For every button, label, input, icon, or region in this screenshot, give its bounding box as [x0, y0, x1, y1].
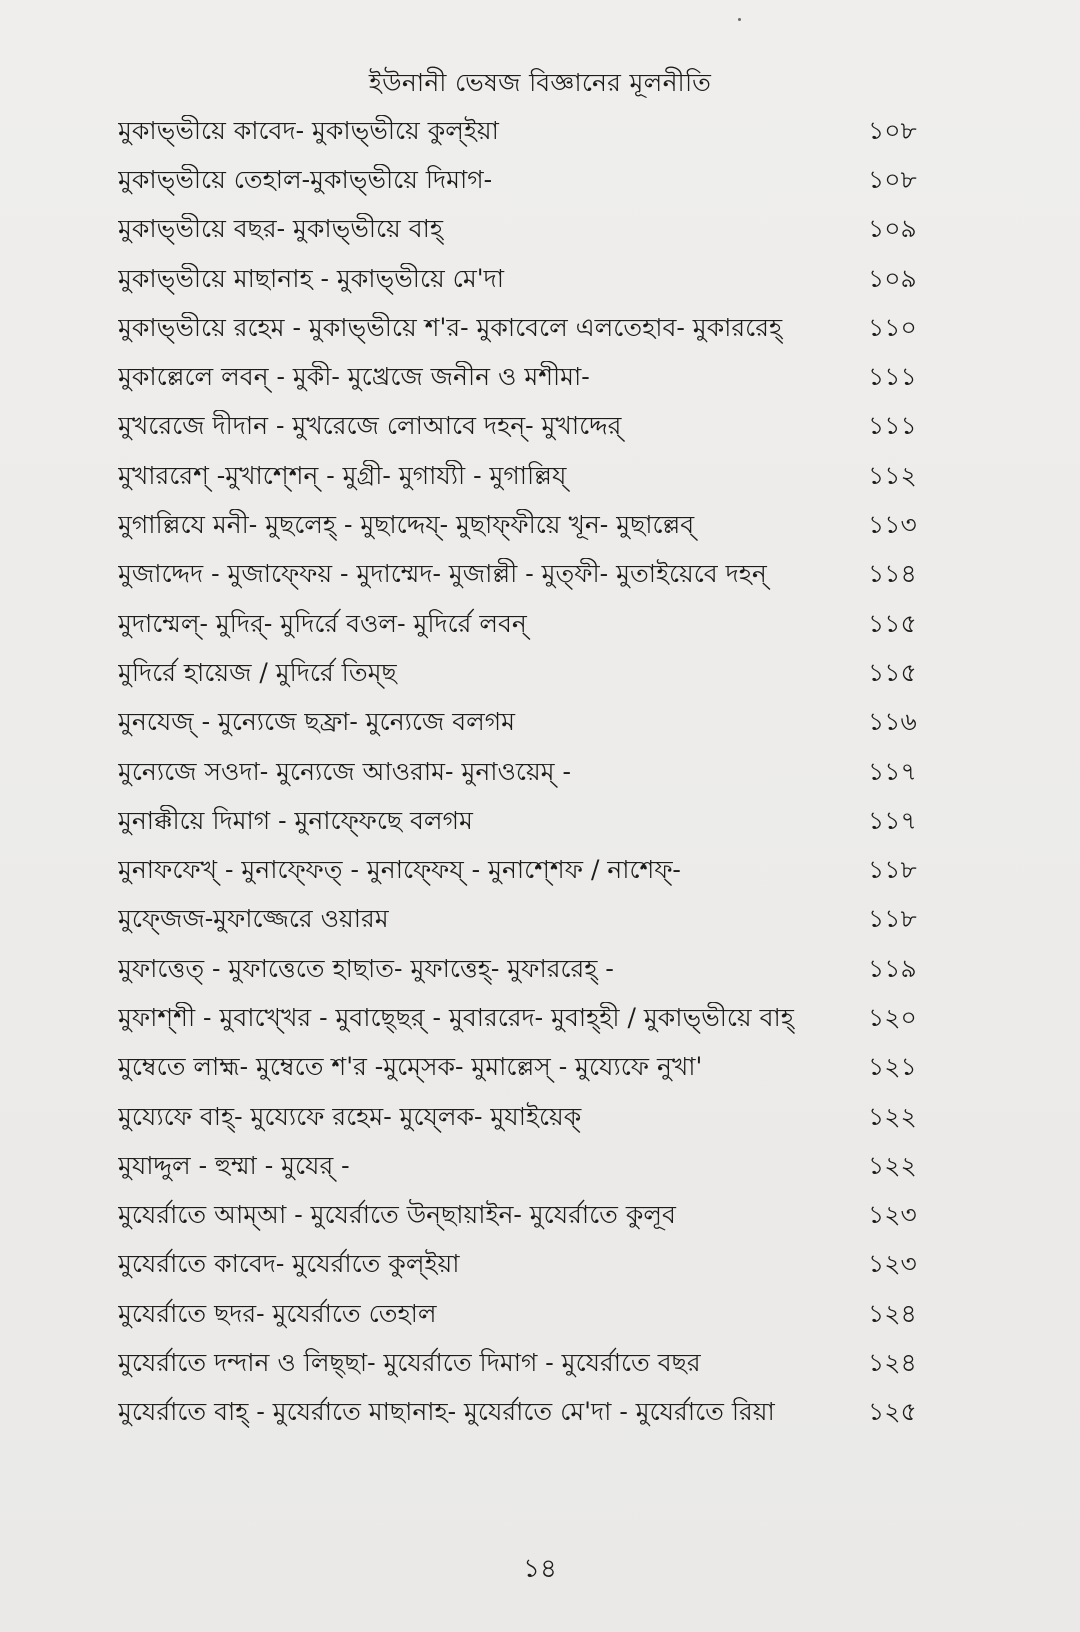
toc-entry — [118, 352, 958, 401]
toc-entry — [118, 895, 958, 944]
toc-entry-page: ১২৫ — [868, 1397, 917, 1427]
toc-entry-title: মুকাভ্ভীয়ে কাবেদ- মুকাভ্ভীয়ে কুল্ইয়া — [118, 115, 499, 145]
running-header: ইউনানী ভেষজ বিজ্ঞানের মূলনীতি — [368, 68, 712, 97]
toc-entry-page: ১১৬ — [868, 707, 917, 737]
toc-entry — [118, 1141, 958, 1190]
toc-entry-title: মুফাত্তেত্ - মুফাত্তেতে হাছাত- মুফাত্তেহ্- মুফাররেহ্ - — [118, 953, 614, 983]
toc-entry-title: মুফ্জেজ-মুফাজ্জেরে ওয়ারম — [118, 904, 389, 934]
toc-entry — [118, 303, 958, 352]
toc-entry-title: মুখরেজে দীদান - মুখরেজে লোআবে দহন্- মুখাদ্দের্ — [118, 411, 622, 441]
toc-entry — [118, 648, 958, 697]
toc-entry-title: মুফাশ্শী - মুবাখ্খের - মুবাছ্ছের্ - মুবাররেদ- মুবাহ্হী / মুকাভ্ভীয়ে বাহ্ — [118, 1002, 794, 1032]
toc-entry-page: ১১৯ — [868, 953, 917, 983]
toc-entry-title: মুকাভ্ভীয়ে রহেম - মুকাভ্ভীয়ে শ'র- মুকাবেলে এলতেহাব- মুকাররেহ্ — [118, 312, 783, 342]
toc-entry — [118, 599, 958, 648]
toc-entry-page: ১২০ — [868, 1002, 917, 1032]
toc-entry-page: ১২২ — [868, 1101, 917, 1131]
toc-entry — [118, 500, 958, 549]
toc-entry-page: ১১০ — [868, 312, 917, 342]
toc-entry — [118, 1191, 958, 1240]
toc-entry-title: মুযের্রাতে কাবেদ- মুযের্রাতে কুল্ইয়া — [118, 1249, 460, 1279]
print-speck — [738, 18, 741, 21]
toc-entry — [118, 402, 958, 451]
toc-entry-title: মুযাদ্দুল - হুম্মা - মুযের্ - — [118, 1150, 350, 1180]
toc-entry — [118, 155, 958, 204]
toc-entry-page: ১১৫ — [868, 608, 917, 638]
toc-entry — [118, 993, 958, 1042]
toc-entry-page: ১১১ — [868, 362, 917, 392]
toc-entry-page: ১১৫ — [868, 657, 917, 687]
toc-entry-title: মুগাল্লিযে মনী- মুছলেহ্ - মুছাদ্দেয্- মুছাফ্ফীয়ে খূন- মুছাল্লেব্ — [118, 510, 695, 540]
toc-entry — [118, 1240, 958, 1289]
toc-entry-page: ১১৮ — [868, 855, 917, 885]
page-number: ১৪ — [523, 1554, 557, 1584]
toc-entry — [118, 944, 958, 993]
toc-entry — [118, 1338, 958, 1387]
table-of-contents — [118, 106, 958, 1437]
toc-entry-page: ১২৩ — [868, 1249, 917, 1279]
toc-entry-title: মুদির্রে হায়েজ / মুদির্রে তিম্ছ — [118, 657, 397, 687]
toc-entry-page: ১০৮ — [868, 164, 917, 194]
toc-entry-page: ১১৭ — [868, 756, 917, 786]
toc-entry — [118, 698, 958, 747]
toc-entry-title: মুযের্রাতে ছদর- মুযের্রাতে তেহাল — [118, 1298, 437, 1328]
toc-entry-page: ১০৯ — [868, 263, 917, 293]
toc-entry — [118, 796, 958, 845]
toc-entry — [118, 1388, 958, 1437]
toc-entry — [118, 747, 958, 796]
toc-entry — [118, 1043, 958, 1092]
toc-entry-title: মুম্বেতে লাহ্ম- মুম্বেতে শ'র -মুম্সেক- মুমাল্লেস্ - মুয্যেফে নুখা' — [118, 1052, 703, 1082]
toc-entry-page: ১২৩ — [868, 1200, 917, 1230]
toc-entry-title: মুকাভ্ভীয়ে মাছানাহ - মুকাভ্ভীয়ে মে'দা — [118, 263, 504, 293]
toc-entry-title: মুনযেজ্ - মুন্যেজে ছফ্রা- মুন্যেজে বলগম — [118, 707, 516, 737]
toc-entry-page: ১১২ — [868, 460, 917, 490]
toc-entry-page: ১২৪ — [868, 1298, 917, 1328]
toc-entry-title: মুন্যেজে সওদা- মুন্যেজে আওরাম- মুনাওয়েম্ - — [118, 756, 571, 786]
toc-entry — [118, 1289, 958, 1338]
toc-entry-title: মুখাররেশ্ -মুখাশ্শেন্ - মুগ্রী- মুগায্যী - মুগাল্লিয্ — [118, 460, 567, 490]
toc-entry — [118, 451, 958, 500]
toc-entry-page: ১২২ — [868, 1150, 917, 1180]
toc-entry — [118, 550, 958, 599]
toc-entry — [118, 254, 958, 303]
toc-entry — [118, 845, 958, 894]
toc-entry-title: মুনাফফেখ্ - মুনাফ্ফেত্ - মুনাফ্ফেয্ - মুনাশ্শেফ / নাশেফ্- — [118, 855, 681, 885]
toc-entry — [118, 1092, 958, 1141]
toc-entry-title: মুয্যেফে বাহ্- মুয্যেফে রহেম- মুয্লেক- মুযাইয়েক্ — [118, 1101, 582, 1131]
toc-entry-page: ১২১ — [868, 1052, 917, 1082]
toc-entry-title: মুযের্রাতে বাহ্ - মুযের্রাতে মাছানাহ- মুযের্রাতে মে'দা - মুযের্রাতে রিয়া — [118, 1397, 775, 1427]
toc-entry-title: মুকাল্লেলে লবন্ - মুকী- মুখ্রেজে জনীন ও মশীমা- — [118, 362, 590, 392]
toc-entry-page: ১১১ — [868, 411, 917, 441]
toc-entry-page: ১১৩ — [868, 510, 917, 540]
toc-entry-title: মুযের্রাতে দন্দান ও লিছ্ছা- মুযের্রাতে দিমাগ - মুযের্রাতে বছর — [118, 1348, 701, 1378]
toc-entry-page: ১১৮ — [868, 904, 917, 934]
toc-entry-title: মুকাভ্ভীয়ে বছর- মুকাভ্ভীয়ে বাহ্ — [118, 214, 444, 244]
toc-entry-title: মুকাভ্ভীয়ে তেহাল-মুকাভ্ভীয়ে দিমাগ- — [118, 164, 493, 194]
toc-entry-page: ১২৪ — [868, 1348, 917, 1378]
toc-entry-title: মুজাদ্দেদ - মুজাফ্ফেয় - মুদাম্মেদ- মুজাল্লী - মুত্ফী- মুতাইয়েবে দহন্ — [118, 559, 767, 589]
toc-entry — [118, 205, 958, 254]
toc-entry-title: মুদাম্মেল্- মুদির্- মুদির্রে বওল- মুদির্রে লবন্ — [118, 608, 527, 638]
toc-entry-page: ১১৭ — [868, 805, 917, 835]
toc-entry-page: ১০৯ — [868, 214, 917, 244]
toc-entry-title: মুনাক্কীয়ে দিমাগ - মুনাফ্ফেছে বলগম — [118, 805, 473, 835]
toc-entry — [118, 106, 958, 155]
toc-entry-page: ১১৪ — [868, 559, 917, 589]
toc-entry-page: ১০৮ — [868, 115, 917, 145]
toc-entry-title: মুযের্রাতে আম্আ - মুযের্রাতে উন্ছায়াইন- মুযের্রাতে কুলূব — [118, 1200, 676, 1230]
